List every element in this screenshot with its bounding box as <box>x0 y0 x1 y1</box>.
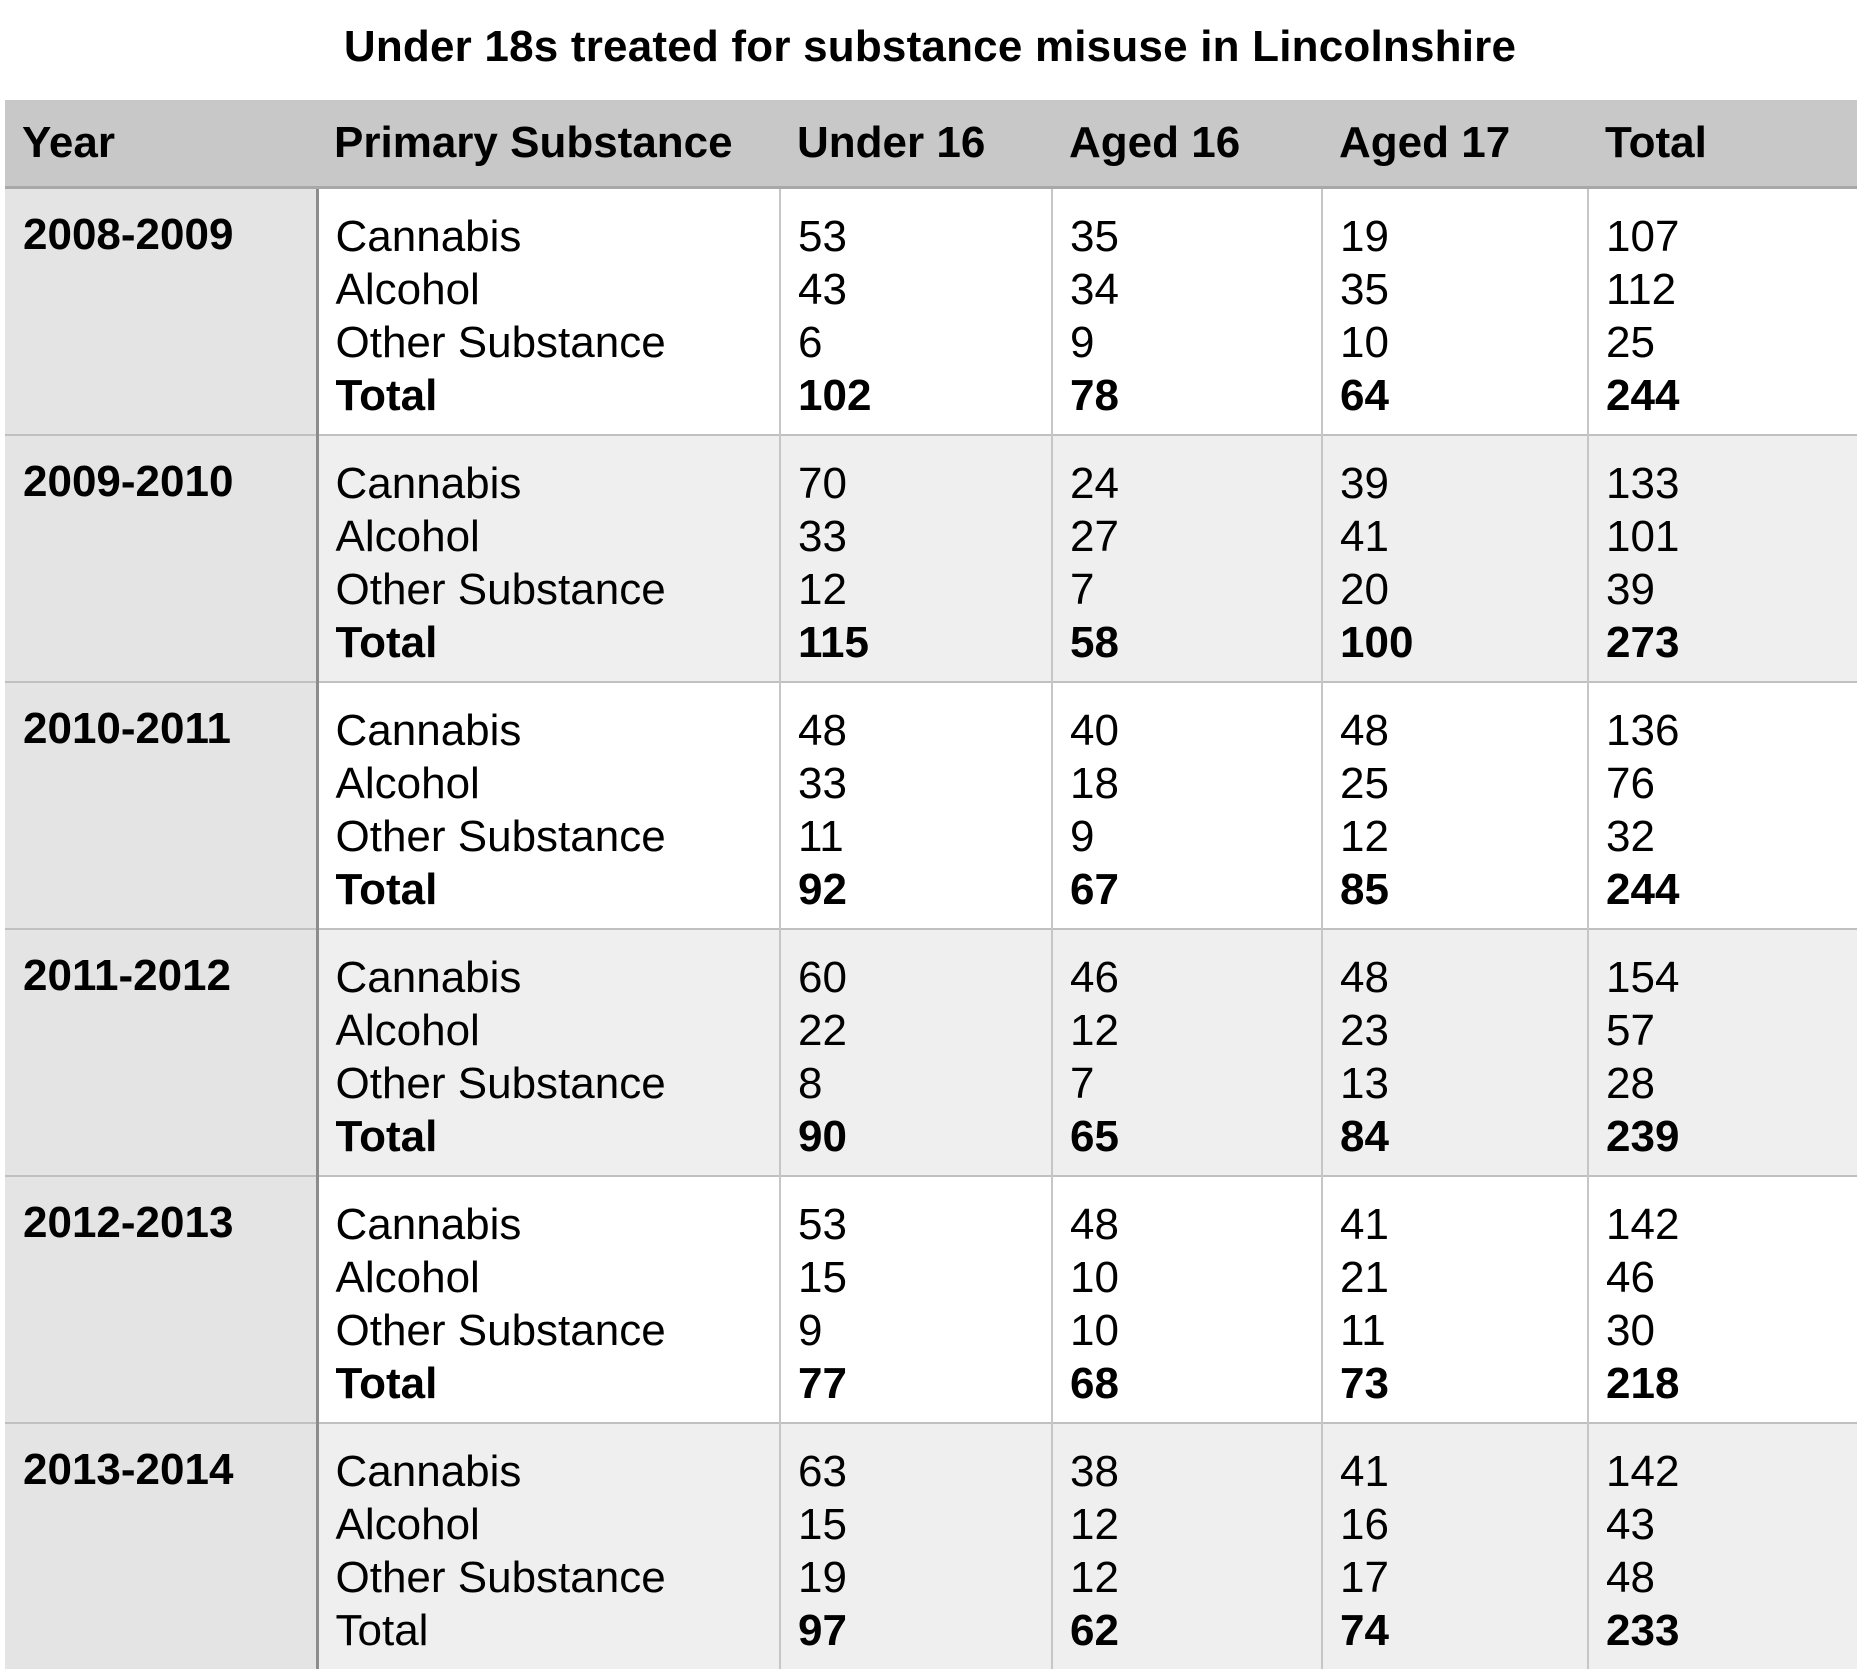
under-16-cell <box>780 1176 1052 1423</box>
cell-value: 10 <box>1070 1253 1119 1302</box>
total-cell <box>1588 1423 1857 1669</box>
cell-value: 43 <box>1606 1500 1655 1549</box>
primary-substance-cell <box>317 1423 780 1669</box>
cell-value: 48 <box>1070 1200 1119 1249</box>
aged-17-cell <box>1322 435 1588 682</box>
cell-value: 20 <box>1340 565 1389 614</box>
total-value: 62 <box>1070 1606 1119 1655</box>
cell-value: 11 <box>798 812 844 861</box>
aged-16-cell <box>1052 929 1322 1176</box>
cell-value: 6 <box>798 318 823 367</box>
total-value: Total <box>335 371 438 420</box>
cell-value: 13 <box>1340 1059 1389 1108</box>
cell-value: 32 <box>1606 812 1655 861</box>
total-value: 85 <box>1340 865 1389 914</box>
aged-16-cell <box>1052 682 1322 929</box>
under-16-cell <box>780 682 1052 929</box>
total-cell <box>1588 929 1857 1176</box>
total-value: 97 <box>798 1606 847 1655</box>
cell-value: 12 <box>1070 1006 1119 1055</box>
cell-value: 10 <box>1070 1306 1119 1355</box>
under-16-cell <box>780 929 1052 1176</box>
cell-value: Alcohol <box>335 1500 480 1549</box>
cell-value: 27 <box>1070 512 1119 561</box>
table-row <box>5 1176 1857 1423</box>
total-cell <box>1588 1176 1857 1423</box>
cell-value: Cannabis <box>335 1447 522 1496</box>
cell-value: Alcohol <box>335 1006 480 1055</box>
cell-value: 33 <box>798 759 847 808</box>
table-row <box>5 188 1857 436</box>
primary-substance-cell <box>317 1176 780 1423</box>
total-value: 64 <box>1340 371 1389 420</box>
total-value: 239 <box>1606 1112 1680 1161</box>
year-cell: 2008-2009 <box>5 188 317 436</box>
cell-value: 28 <box>1606 1059 1655 1108</box>
cell-value: Other Substance <box>335 1306 666 1355</box>
cell-value: 35 <box>1340 265 1389 314</box>
cell-value: 70 <box>798 459 847 508</box>
total-value: 58 <box>1070 618 1119 667</box>
cell-value: 12 <box>1070 1553 1119 1602</box>
total-value: Total <box>335 1112 438 1161</box>
total-value: 67 <box>1070 865 1119 914</box>
cell-value: 15 <box>798 1253 847 1302</box>
aged-16-cell <box>1052 1176 1322 1423</box>
cell-value: 41 <box>1340 1200 1389 1249</box>
header-aged-17: Aged 17 <box>1322 100 1588 188</box>
table-title: Under 18s treated for substance misuse in Lincolnshire <box>343 22 1517 71</box>
cell-value: Cannabis <box>335 459 522 508</box>
total-value: 65 <box>1070 1112 1119 1161</box>
cell-value: 101 <box>1606 512 1680 561</box>
total-cell <box>1588 435 1857 682</box>
cell-value: 12 <box>1340 812 1389 861</box>
total-value: Total <box>335 865 438 914</box>
cell-value: 19 <box>1340 212 1389 261</box>
cell-value: 12 <box>1070 1500 1119 1549</box>
total-value: 100 <box>1340 618 1414 667</box>
cell-value: 76 <box>1606 759 1655 808</box>
cell-value: 33 <box>798 512 847 561</box>
under-16-cell <box>780 435 1052 682</box>
year-cell: 2010-2011 <box>5 682 317 929</box>
aged-17-cell <box>1322 1176 1588 1423</box>
total-value: 115 <box>798 618 869 667</box>
primary-substance-cell <box>317 435 780 682</box>
total-value: 244 <box>1606 371 1680 420</box>
cell-value: Alcohol <box>335 265 480 314</box>
cell-value: 10 <box>1340 318 1389 367</box>
total-value: 84 <box>1340 1112 1389 1161</box>
cell-value: 30 <box>1606 1306 1655 1355</box>
cell-value: 25 <box>1340 759 1389 808</box>
aged-17-cell <box>1322 1423 1588 1669</box>
cell-value: 41 <box>1340 1447 1389 1496</box>
aged-17-cell <box>1322 188 1588 436</box>
cell-value: 35 <box>1070 212 1119 261</box>
cell-value: 133 <box>1606 459 1680 508</box>
cell-value: Cannabis <box>335 706 522 755</box>
header-total: Total <box>1588 100 1857 188</box>
cell-value: 48 <box>798 706 847 755</box>
cell-value: 21 <box>1340 1253 1389 1302</box>
cell-value: 19 <box>798 1553 847 1602</box>
header-under-16: Under 16 <box>780 100 1052 188</box>
cell-value: 9 <box>1070 812 1095 861</box>
total-value: 92 <box>798 865 847 914</box>
table-row <box>5 435 1857 682</box>
under-16-cell <box>780 188 1052 436</box>
under-16-cell <box>780 1423 1052 1669</box>
cell-value: 9 <box>1070 318 1095 367</box>
cell-value: 7 <box>1070 1059 1095 1108</box>
cell-value: 63 <box>798 1447 847 1496</box>
cell-value: 46 <box>1606 1253 1655 1302</box>
primary-substance-cell <box>317 929 780 1176</box>
cell-value: 142 <box>1606 1447 1680 1496</box>
total-cell <box>1588 682 1857 929</box>
table-body <box>5 188 1857 1670</box>
total-value: 218 <box>1606 1359 1680 1408</box>
year-cell: 2013-2014 <box>5 1423 317 1669</box>
cell-value: 60 <box>798 953 847 1002</box>
cell-value: 112 <box>1606 265 1677 314</box>
table-row <box>5 682 1857 929</box>
header-row <box>5 100 1857 188</box>
header-aged-16: Aged 16 <box>1052 100 1322 188</box>
cell-value: 38 <box>1070 1447 1119 1496</box>
cell-value: 46 <box>1070 953 1119 1002</box>
cell-value: 11 <box>1340 1306 1386 1355</box>
cell-value: 39 <box>1606 565 1655 614</box>
cell-value: 8 <box>798 1059 823 1108</box>
primary-substance-cell <box>317 682 780 929</box>
cell-value: 16 <box>1340 1500 1389 1549</box>
cell-value: 18 <box>1070 759 1119 808</box>
cell-value: Other Substance <box>335 318 666 367</box>
cell-value: Alcohol <box>335 1253 480 1302</box>
total-value: 273 <box>1606 618 1680 667</box>
aged-16-cell <box>1052 1423 1322 1669</box>
total-value: 102 <box>798 371 872 420</box>
aged-17-cell <box>1322 929 1588 1176</box>
total-value: 78 <box>1070 371 1119 420</box>
total-value: Total <box>335 1606 429 1655</box>
cell-value: 22 <box>798 1006 847 1055</box>
cell-value: Alcohol <box>335 512 480 561</box>
total-value: 244 <box>1606 865 1680 914</box>
cell-value: Other Substance <box>335 1059 666 1108</box>
cell-value: 23 <box>1340 1006 1389 1055</box>
aged-16-cell <box>1052 188 1322 436</box>
cell-value: 43 <box>798 265 847 314</box>
cell-value: 12 <box>798 565 847 614</box>
cell-value: 24 <box>1070 459 1119 508</box>
aged-17-cell <box>1322 682 1588 929</box>
table-row <box>5 1423 1857 1669</box>
cell-value: 53 <box>798 1200 847 1249</box>
cell-value: 48 <box>1606 1553 1655 1602</box>
year-cell: 2012-2013 <box>5 1176 317 1423</box>
cell-value: 142 <box>1606 1200 1680 1249</box>
cell-value: 39 <box>1340 459 1389 508</box>
cell-value: 107 <box>1606 212 1680 261</box>
total-cell <box>1588 188 1857 436</box>
cell-value: 53 <box>798 212 847 261</box>
total-value: 73 <box>1340 1359 1389 1408</box>
cell-value: 41 <box>1340 512 1389 561</box>
year-cell: 2011-2012 <box>5 929 317 1176</box>
cell-value: 136 <box>1606 706 1680 755</box>
cell-value: 40 <box>1070 706 1119 755</box>
total-value: 68 <box>1070 1359 1119 1408</box>
cell-value: 7 <box>1070 565 1095 614</box>
cell-value: Other Substance <box>335 812 666 861</box>
header-primary-substance: Primary Substance <box>317 100 780 188</box>
cell-value: 57 <box>1606 1006 1655 1055</box>
cell-value: Cannabis <box>335 212 522 261</box>
cell-value: Other Substance <box>335 1553 666 1602</box>
cell-value: 34 <box>1070 265 1119 314</box>
substance-misuse-table <box>5 100 1857 1669</box>
cell-value: 48 <box>1340 706 1389 755</box>
cell-value: Alcohol <box>335 759 480 808</box>
cell-value: 154 <box>1606 953 1680 1002</box>
year-cell: 2009-2010 <box>5 435 317 682</box>
cell-value: 48 <box>1340 953 1389 1002</box>
total-value: 74 <box>1340 1606 1389 1655</box>
cell-value: 17 <box>1340 1553 1389 1602</box>
total-value: 233 <box>1606 1606 1680 1655</box>
total-value: 90 <box>798 1112 847 1161</box>
cell-value: 9 <box>798 1306 823 1355</box>
cell-value: 25 <box>1606 318 1655 367</box>
header-year: Year <box>5 100 317 188</box>
cell-value: Cannabis <box>335 1200 522 1249</box>
table-row <box>5 929 1857 1176</box>
total-value: 77 <box>798 1359 847 1408</box>
aged-16-cell <box>1052 435 1322 682</box>
cell-value: Other Substance <box>335 565 666 614</box>
cell-value: 15 <box>798 1500 847 1549</box>
total-value: Total <box>335 1359 438 1408</box>
cell-value: Cannabis <box>335 953 522 1002</box>
total-value: Total <box>335 618 438 667</box>
primary-substance-cell <box>317 188 780 436</box>
